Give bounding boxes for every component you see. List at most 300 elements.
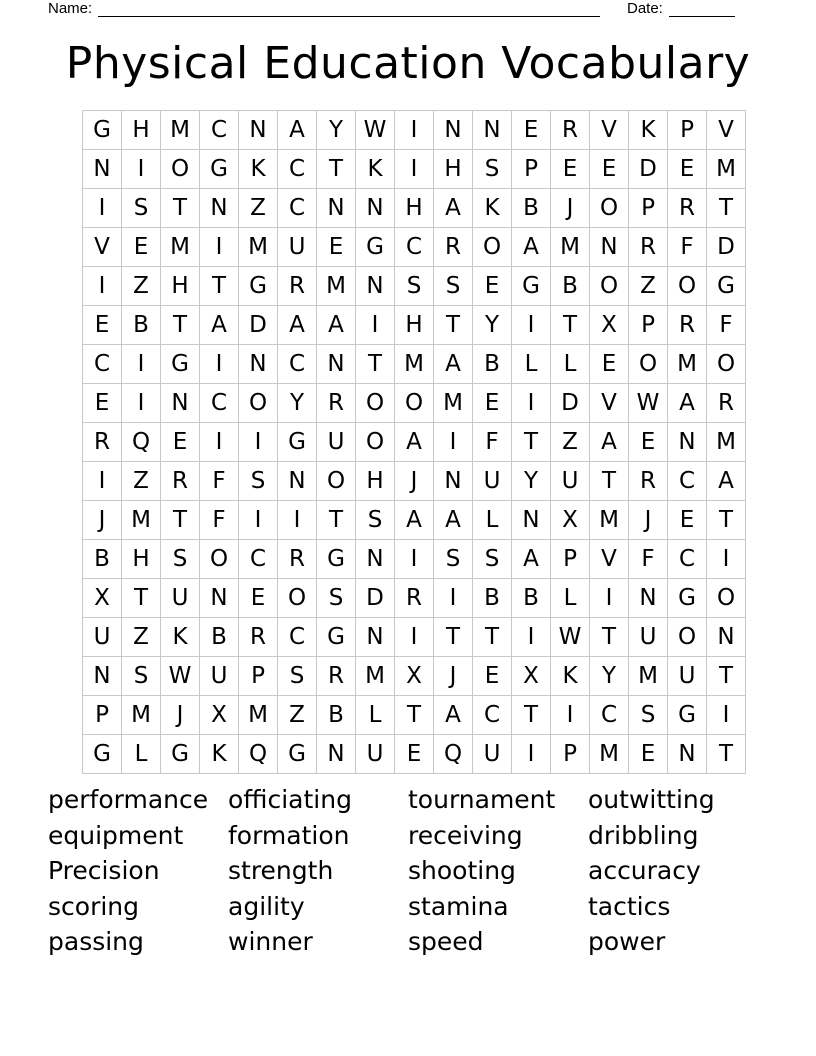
grid-cell[interactable]: S bbox=[161, 540, 200, 579]
grid-cell[interactable]: T bbox=[434, 618, 473, 657]
grid-cell[interactable]: V bbox=[590, 384, 629, 423]
grid-cell[interactable]: S bbox=[473, 540, 512, 579]
grid-cell[interactable]: T bbox=[512, 696, 551, 735]
grid-cell[interactable]: I bbox=[239, 423, 278, 462]
grid-cell[interactable]: R bbox=[668, 306, 707, 345]
grid-cell[interactable]: D bbox=[239, 306, 278, 345]
grid-cell[interactable]: Z bbox=[278, 696, 317, 735]
grid-cell[interactable]: A bbox=[590, 423, 629, 462]
grid-cell[interactable]: O bbox=[317, 462, 356, 501]
grid-cell[interactable]: L bbox=[551, 579, 590, 618]
grid-cell[interactable]: F bbox=[707, 306, 746, 345]
grid-cell[interactable]: E bbox=[551, 150, 590, 189]
grid-cell[interactable]: N bbox=[434, 111, 473, 150]
grid-cell[interactable]: M bbox=[122, 696, 161, 735]
word-item: Precision bbox=[48, 856, 160, 885]
grid-cell[interactable]: P bbox=[668, 111, 707, 150]
grid-cell[interactable]: U bbox=[356, 735, 395, 774]
grid-cell[interactable]: T bbox=[161, 306, 200, 345]
grid-cell[interactable]: U bbox=[473, 462, 512, 501]
grid-cell[interactable]: H bbox=[122, 540, 161, 579]
grid-cell[interactable]: M bbox=[317, 267, 356, 306]
grid-cell[interactable]: V bbox=[83, 228, 122, 267]
grid-cell[interactable]: T bbox=[707, 189, 746, 228]
grid-cell[interactable]: A bbox=[278, 111, 317, 150]
grid-cell[interactable]: E bbox=[83, 306, 122, 345]
grid-cell[interactable]: A bbox=[668, 384, 707, 423]
word-item: speed bbox=[408, 927, 484, 956]
grid-cell[interactable]: I bbox=[83, 462, 122, 501]
grid-cell[interactable]: R bbox=[668, 189, 707, 228]
grid-cell[interactable]: A bbox=[434, 345, 473, 384]
grid-cell[interactable]: K bbox=[551, 657, 590, 696]
grid-cell[interactable]: E bbox=[395, 735, 434, 774]
grid-cell[interactable]: C bbox=[395, 228, 434, 267]
grid-cell[interactable]: E bbox=[512, 111, 551, 150]
grid-cell[interactable]: T bbox=[590, 618, 629, 657]
grid-cell[interactable]: Y bbox=[317, 111, 356, 150]
grid-cell[interactable]: K bbox=[473, 189, 512, 228]
grid-cell[interactable]: O bbox=[707, 579, 746, 618]
grid-cell[interactable]: N bbox=[317, 189, 356, 228]
grid-cell[interactable]: N bbox=[434, 462, 473, 501]
grid-cell[interactable]: R bbox=[551, 111, 590, 150]
grid-cell[interactable]: J bbox=[434, 657, 473, 696]
grid-cell[interactable]: X bbox=[512, 657, 551, 696]
grid-cell[interactable]: T bbox=[161, 189, 200, 228]
grid-cell[interactable]: L bbox=[356, 696, 395, 735]
grid-cell[interactable]: U bbox=[629, 618, 668, 657]
grid-cell[interactable]: N bbox=[200, 579, 239, 618]
grid-cell[interactable]: B bbox=[512, 189, 551, 228]
grid-cell[interactable]: S bbox=[122, 657, 161, 696]
grid-cell[interactable]: E bbox=[122, 228, 161, 267]
grid-cell[interactable]: U bbox=[200, 657, 239, 696]
grid-cell[interactable]: R bbox=[707, 384, 746, 423]
grid-cell[interactable]: R bbox=[239, 618, 278, 657]
grid-cell[interactable]: E bbox=[83, 384, 122, 423]
grid-cell[interactable]: L bbox=[512, 345, 551, 384]
grid-cell[interactable]: T bbox=[395, 696, 434, 735]
grid-cell[interactable]: A bbox=[317, 306, 356, 345]
grid-cell[interactable]: G bbox=[278, 735, 317, 774]
grid-cell[interactable]: I bbox=[395, 540, 434, 579]
grid-cell[interactable]: O bbox=[161, 150, 200, 189]
grid-cell[interactable]: M bbox=[707, 423, 746, 462]
grid-cell[interactable]: T bbox=[356, 345, 395, 384]
grid-cell[interactable]: E bbox=[668, 501, 707, 540]
grid-cell[interactable]: X bbox=[200, 696, 239, 735]
grid-cell[interactable]: N bbox=[239, 111, 278, 150]
grid-cell[interactable]: S bbox=[473, 150, 512, 189]
grid-cell[interactable]: G bbox=[278, 423, 317, 462]
grid-cell[interactable]: Y bbox=[590, 657, 629, 696]
grid-cell[interactable]: A bbox=[512, 540, 551, 579]
grid-cell[interactable]: S bbox=[395, 267, 434, 306]
grid-cell[interactable]: D bbox=[629, 150, 668, 189]
grid-cell[interactable]: N bbox=[629, 579, 668, 618]
grid-cell[interactable]: R bbox=[83, 423, 122, 462]
grid-cell[interactable]: W bbox=[161, 657, 200, 696]
grid-cell[interactable]: S bbox=[122, 189, 161, 228]
grid-cell[interactable]: X bbox=[83, 579, 122, 618]
grid-cell[interactable]: U bbox=[668, 657, 707, 696]
grid-cell[interactable]: P bbox=[551, 540, 590, 579]
grid-cell[interactable]: E bbox=[317, 228, 356, 267]
grid-cell[interactable]: N bbox=[239, 345, 278, 384]
grid-cell[interactable]: I bbox=[122, 384, 161, 423]
grid-cell[interactable]: J bbox=[629, 501, 668, 540]
grid-cell[interactable]: P bbox=[629, 189, 668, 228]
grid-cell[interactable]: U bbox=[473, 735, 512, 774]
grid-cell[interactable]: T bbox=[551, 306, 590, 345]
grid-cell[interactable]: J bbox=[161, 696, 200, 735]
grid-cell[interactable]: M bbox=[239, 228, 278, 267]
grid-cell[interactable]: I bbox=[707, 540, 746, 579]
page-title: Physical Education Vocabulary bbox=[65, 38, 751, 89]
grid-cell[interactable]: E bbox=[473, 384, 512, 423]
grid-cell[interactable]: N bbox=[317, 735, 356, 774]
grid-cell[interactable]: T bbox=[707, 735, 746, 774]
grid-cell[interactable]: O bbox=[200, 540, 239, 579]
grid-cell[interactable]: Q bbox=[239, 735, 278, 774]
name-line[interactable] bbox=[98, 2, 600, 17]
grid-cell[interactable]: I bbox=[200, 423, 239, 462]
grid-cell[interactable]: A bbox=[512, 228, 551, 267]
grid-cell[interactable]: B bbox=[473, 579, 512, 618]
grid-cell[interactable]: I bbox=[200, 228, 239, 267]
grid-cell[interactable]: J bbox=[83, 501, 122, 540]
grid-cell[interactable]: I bbox=[83, 189, 122, 228]
grid-cell[interactable]: S bbox=[356, 501, 395, 540]
grid-cell[interactable]: S bbox=[434, 267, 473, 306]
grid-cell[interactable]: K bbox=[239, 150, 278, 189]
grid-cell[interactable]: M bbox=[161, 111, 200, 150]
grid-cell[interactable]: K bbox=[629, 111, 668, 150]
grid-cell[interactable]: G bbox=[668, 579, 707, 618]
grid-cell[interactable]: A bbox=[434, 189, 473, 228]
grid-cell[interactable]: L bbox=[122, 735, 161, 774]
grid-cell[interactable]: I bbox=[707, 696, 746, 735]
grid-cell[interactable]: M bbox=[434, 384, 473, 423]
grid-cell[interactable]: T bbox=[200, 267, 239, 306]
grid-cell[interactable]: H bbox=[122, 111, 161, 150]
grid-cell[interactable]: P bbox=[551, 735, 590, 774]
grid-cell[interactable]: P bbox=[239, 657, 278, 696]
grid-cell[interactable]: O bbox=[239, 384, 278, 423]
date-label: Date: bbox=[627, 0, 663, 17]
grid-cell[interactable]: M bbox=[356, 657, 395, 696]
grid-cell[interactable]: M bbox=[239, 696, 278, 735]
grid-cell[interactable]: I bbox=[434, 423, 473, 462]
grid-cell[interactable]: G bbox=[512, 267, 551, 306]
word-item: equipment bbox=[48, 820, 184, 850]
grid-cell[interactable]: I bbox=[83, 267, 122, 306]
grid-cell[interactable]: O bbox=[668, 267, 707, 306]
grid-cell[interactable]: I bbox=[395, 150, 434, 189]
grid-cell[interactable]: H bbox=[395, 306, 434, 345]
grid-cell[interactable]: M bbox=[590, 735, 629, 774]
grid-cell[interactable]: C bbox=[590, 696, 629, 735]
grid-cell[interactable]: E bbox=[161, 423, 200, 462]
grid-cell[interactable]: C bbox=[239, 540, 278, 579]
grid-cell[interactable]: B bbox=[122, 306, 161, 345]
grid-cell[interactable]: N bbox=[356, 189, 395, 228]
grid-cell[interactable]: N bbox=[668, 423, 707, 462]
grid-cell[interactable]: R bbox=[317, 657, 356, 696]
grid-cell[interactable]: C bbox=[278, 150, 317, 189]
grid-cell[interactable]: K bbox=[356, 150, 395, 189]
grid-cell[interactable]: I bbox=[434, 579, 473, 618]
grid-cell[interactable]: F bbox=[629, 540, 668, 579]
grid-cell[interactable]: G bbox=[239, 267, 278, 306]
grid-cell[interactable]: T bbox=[317, 501, 356, 540]
grid-cell[interactable]: N bbox=[200, 189, 239, 228]
grid-cell[interactable]: M bbox=[629, 657, 668, 696]
grid-cell[interactable]: E bbox=[590, 345, 629, 384]
grid-cell[interactable]: A bbox=[434, 696, 473, 735]
grid-cell[interactable]: I bbox=[512, 735, 551, 774]
grid-cell[interactable]: C bbox=[200, 111, 239, 150]
grid-cell[interactable]: C bbox=[473, 696, 512, 735]
grid-cell[interactable]: R bbox=[317, 384, 356, 423]
grid-cell[interactable]: F bbox=[668, 228, 707, 267]
grid-cell[interactable]: M bbox=[122, 501, 161, 540]
grid-cell[interactable]: T bbox=[590, 462, 629, 501]
grid-cell[interactable]: K bbox=[200, 735, 239, 774]
grid-cell[interactable]: R bbox=[278, 267, 317, 306]
grid-cell[interactable]: C bbox=[83, 345, 122, 384]
grid-cell[interactable]: S bbox=[317, 579, 356, 618]
grid-cell[interactable]: G bbox=[317, 618, 356, 657]
grid-cell[interactable]: O bbox=[590, 189, 629, 228]
grid-cell[interactable]: I bbox=[122, 150, 161, 189]
grid-cell[interactable]: O bbox=[629, 345, 668, 384]
grid-cell[interactable]: R bbox=[629, 462, 668, 501]
grid-cell[interactable]: C bbox=[278, 618, 317, 657]
grid-cell[interactable]: O bbox=[668, 618, 707, 657]
grid-cell[interactable]: B bbox=[83, 540, 122, 579]
grid-cell[interactable]: T bbox=[707, 501, 746, 540]
grid-cell[interactable]: Z bbox=[122, 462, 161, 501]
grid-cell[interactable]: L bbox=[473, 501, 512, 540]
grid-cell[interactable]: O bbox=[356, 423, 395, 462]
grid-cell[interactable]: E bbox=[590, 150, 629, 189]
grid-cell[interactable]: S bbox=[629, 696, 668, 735]
grid-cell[interactable]: H bbox=[356, 462, 395, 501]
grid-cell[interactable]: C bbox=[668, 540, 707, 579]
grid-cell[interactable]: T bbox=[512, 423, 551, 462]
grid-cell[interactable]: Z bbox=[122, 618, 161, 657]
grid-cell[interactable]: N bbox=[83, 150, 122, 189]
grid-row bbox=[83, 111, 746, 150]
grid-cell[interactable]: N bbox=[668, 735, 707, 774]
grid-cell[interactable]: U bbox=[161, 579, 200, 618]
grid-cell[interactable]: Z bbox=[239, 189, 278, 228]
grid-cell[interactable]: N bbox=[317, 345, 356, 384]
grid-cell[interactable]: A bbox=[395, 423, 434, 462]
grid-cell[interactable]: N bbox=[473, 111, 512, 150]
grid-cell[interactable]: B bbox=[317, 696, 356, 735]
grid-cell[interactable]: R bbox=[278, 540, 317, 579]
grid-cell[interactable]: O bbox=[590, 267, 629, 306]
grid-cell[interactable]: M bbox=[707, 150, 746, 189]
grid-cell[interactable]: G bbox=[668, 696, 707, 735]
grid-cell[interactable]: G bbox=[161, 735, 200, 774]
grid-cell[interactable]: C bbox=[668, 462, 707, 501]
grid-cell[interactable]: N bbox=[590, 228, 629, 267]
grid-cell[interactable]: X bbox=[551, 501, 590, 540]
grid-cell[interactable]: B bbox=[473, 345, 512, 384]
grid-cell[interactable]: C bbox=[278, 189, 317, 228]
grid-cell[interactable]: A bbox=[200, 306, 239, 345]
grid-cell[interactable]: Y bbox=[512, 462, 551, 501]
grid-cell[interactable]: D bbox=[707, 228, 746, 267]
grid-cell[interactable]: N bbox=[512, 501, 551, 540]
grid-cell[interactable]: G bbox=[161, 345, 200, 384]
grid-cell[interactable]: W bbox=[551, 618, 590, 657]
grid-cell[interactable]: R bbox=[395, 579, 434, 618]
grid-cell[interactable]: V bbox=[590, 111, 629, 150]
grid-cell[interactable]: W bbox=[356, 111, 395, 150]
grid-cell[interactable]: G bbox=[83, 735, 122, 774]
grid-cell[interactable]: I bbox=[278, 501, 317, 540]
grid-cell[interactable]: G bbox=[356, 228, 395, 267]
grid-cell[interactable]: P bbox=[512, 150, 551, 189]
grid-cell[interactable]: Q bbox=[434, 735, 473, 774]
grid-cell[interactable]: P bbox=[629, 306, 668, 345]
grid-cell[interactable]: T bbox=[122, 579, 161, 618]
grid-cell[interactable]: I bbox=[395, 111, 434, 150]
grid-cell[interactable]: U bbox=[551, 462, 590, 501]
date-field[interactable] bbox=[627, 0, 735, 17]
grid-cell[interactable]: I bbox=[512, 306, 551, 345]
grid-cell[interactable]: N bbox=[707, 618, 746, 657]
grid-cell[interactable]: U bbox=[278, 228, 317, 267]
grid-cell[interactable]: H bbox=[161, 267, 200, 306]
grid-cell[interactable]: K bbox=[161, 618, 200, 657]
grid-cell[interactable]: O bbox=[395, 384, 434, 423]
grid-cell[interactable]: E bbox=[473, 267, 512, 306]
grid-cell[interactable]: M bbox=[395, 345, 434, 384]
grid-cell[interactable]: N bbox=[356, 618, 395, 657]
grid-cell[interactable]: N bbox=[278, 462, 317, 501]
grid-cell[interactable]: E bbox=[629, 423, 668, 462]
grid-cell[interactable]: O bbox=[278, 579, 317, 618]
grid-cell[interactable]: I bbox=[512, 384, 551, 423]
grid-cell[interactable]: M bbox=[161, 228, 200, 267]
grid-cell[interactable]: V bbox=[590, 540, 629, 579]
date-line[interactable] bbox=[669, 2, 735, 17]
grid-cell[interactable]: R bbox=[434, 228, 473, 267]
grid-cell[interactable]: G bbox=[317, 540, 356, 579]
grid-cell[interactable]: S bbox=[434, 540, 473, 579]
grid-cell[interactable]: F bbox=[200, 501, 239, 540]
grid-cell[interactable]: W bbox=[629, 384, 668, 423]
grid-cell[interactable]: D bbox=[551, 384, 590, 423]
grid-cell[interactable]: T bbox=[473, 618, 512, 657]
grid-cell[interactable]: T bbox=[434, 306, 473, 345]
grid-cell[interactable]: I bbox=[356, 306, 395, 345]
grid-cell[interactable]: L bbox=[551, 345, 590, 384]
grid-cell[interactable]: P bbox=[83, 696, 122, 735]
name-field[interactable] bbox=[48, 0, 600, 17]
grid-cell[interactable]: O bbox=[473, 228, 512, 267]
grid-cell[interactable]: R bbox=[161, 462, 200, 501]
grid-cell[interactable]: I bbox=[590, 579, 629, 618]
grid-cell[interactable]: I bbox=[395, 618, 434, 657]
grid-cell[interactable]: R bbox=[629, 228, 668, 267]
grid-cell[interactable]: G bbox=[83, 111, 122, 150]
grid-cell[interactable]: E bbox=[629, 735, 668, 774]
grid-cell[interactable]: T bbox=[161, 501, 200, 540]
grid-cell[interactable]: H bbox=[434, 150, 473, 189]
grid-cell[interactable]: E bbox=[473, 657, 512, 696]
grid-cell[interactable]: U bbox=[83, 618, 122, 657]
grid-cell[interactable]: B bbox=[551, 267, 590, 306]
grid-cell[interactable]: N bbox=[83, 657, 122, 696]
grid-cell[interactable]: B bbox=[512, 579, 551, 618]
grid-cell[interactable]: U bbox=[317, 423, 356, 462]
grid-cell[interactable]: A bbox=[707, 462, 746, 501]
grid-cell[interactable]: O bbox=[707, 345, 746, 384]
grid-cell[interactable]: X bbox=[395, 657, 434, 696]
grid-cell[interactable]: A bbox=[395, 501, 434, 540]
grid-cell[interactable]: H bbox=[395, 189, 434, 228]
grid-cell[interactable]: F bbox=[200, 462, 239, 501]
grid-cell[interactable]: Y bbox=[278, 384, 317, 423]
grid-cell[interactable]: Z bbox=[122, 267, 161, 306]
grid-cell[interactable]: C bbox=[278, 345, 317, 384]
grid-cell[interactable]: S bbox=[278, 657, 317, 696]
grid-cell[interactable]: E bbox=[668, 150, 707, 189]
grid-cell[interactable]: I bbox=[122, 345, 161, 384]
grid-cell[interactable]: X bbox=[590, 306, 629, 345]
grid-cell[interactable]: C bbox=[200, 384, 239, 423]
grid-cell[interactable]: V bbox=[707, 111, 746, 150]
grid-cell[interactable]: E bbox=[239, 579, 278, 618]
grid-cell[interactable]: I bbox=[200, 345, 239, 384]
grid-cell[interactable]: A bbox=[434, 501, 473, 540]
grid-cell[interactable]: G bbox=[200, 150, 239, 189]
grid-cell[interactable]: Z bbox=[629, 267, 668, 306]
grid-cell[interactable]: G bbox=[707, 267, 746, 306]
grid-cell[interactable]: M bbox=[668, 345, 707, 384]
grid-cell[interactable]: N bbox=[356, 540, 395, 579]
grid-cell[interactable]: A bbox=[278, 306, 317, 345]
grid-cell[interactable]: M bbox=[551, 228, 590, 267]
grid-cell[interactable]: I bbox=[551, 696, 590, 735]
grid-cell[interactable]: M bbox=[590, 501, 629, 540]
word-item: strength bbox=[228, 856, 334, 885]
grid-cell[interactable]: N bbox=[161, 384, 200, 423]
grid-cell[interactable]: T bbox=[317, 150, 356, 189]
grid-cell[interactable]: Y bbox=[473, 306, 512, 345]
grid-cell[interactable]: I bbox=[239, 501, 278, 540]
grid-cell[interactable]: T bbox=[707, 657, 746, 696]
grid-cell[interactable]: B bbox=[200, 618, 239, 657]
grid-cell[interactable]: J bbox=[551, 189, 590, 228]
grid-cell[interactable]: N bbox=[356, 267, 395, 306]
grid-cell[interactable]: I bbox=[512, 618, 551, 657]
grid-cell[interactable]: F bbox=[473, 423, 512, 462]
grid-cell[interactable]: S bbox=[239, 462, 278, 501]
grid-cell[interactable]: O bbox=[356, 384, 395, 423]
grid-cell[interactable]: D bbox=[356, 579, 395, 618]
grid-cell[interactable]: J bbox=[395, 462, 434, 501]
grid-cell[interactable]: Z bbox=[551, 423, 590, 462]
grid-cell[interactable]: Q bbox=[122, 423, 161, 462]
